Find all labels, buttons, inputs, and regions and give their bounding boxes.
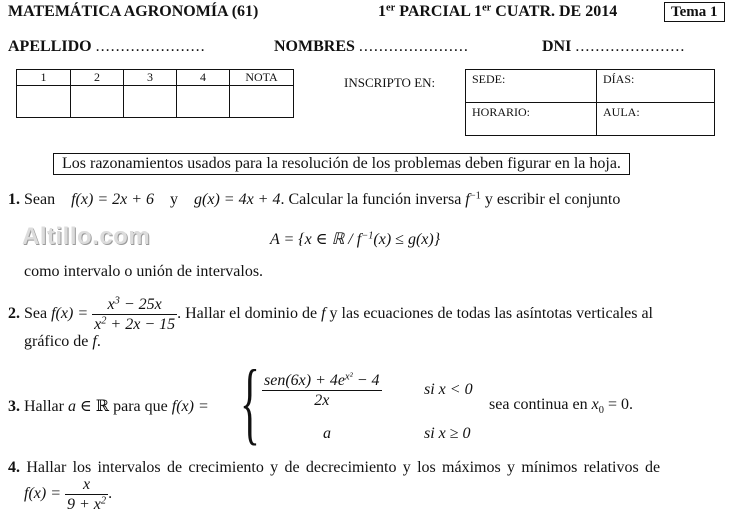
piecewise-case-2-expr: a xyxy=(323,425,331,442)
field-dni[interactable]: DNI ...................... xyxy=(542,38,686,55)
problem-3-intro: 3. Hallar a ∈ ℝ para que f(x) = xyxy=(8,398,209,415)
piecewise-case-1-expr: $\frac{sen(6x) + 4e^{x^2} - 4}{2x}$ xyxy=(264,371,380,409)
tema-badge: Tema 1 xyxy=(664,2,725,22)
aula-cell[interactable]: AULA: xyxy=(597,103,715,136)
problem-2-fraction: $\frac{x^3 - 25x}{x^2 + 2x - 15}$ xyxy=(94,295,176,333)
grade-col-3-header: 3 xyxy=(124,70,177,86)
altillo-watermark: Altillo.com xyxy=(22,223,151,250)
piecewise-brace: { xyxy=(240,351,260,453)
course-title: MATEMÁTICA AGRONOMÍA (61) xyxy=(8,3,259,20)
grade-cell-1[interactable] xyxy=(17,86,71,118)
dias-cell[interactable]: DÍAS: xyxy=(597,70,715,103)
grade-col-nota-header: NOTA xyxy=(230,70,294,86)
problem-2-number: 2. xyxy=(8,305,20,323)
grade-cell-4[interactable] xyxy=(177,86,230,118)
problem-2-line-2: gráfico de f. xyxy=(24,333,101,350)
grade-cell-nota[interactable] xyxy=(230,86,294,118)
problem-1-number: 1. xyxy=(8,191,20,208)
problem-1-line-1: 1. Sean f(x) = 2x + 6 y g(x) = 4x + 4. Calcular la función inversa $f^{-1}$ y escribir el conjunto xyxy=(8,190,621,208)
problem-3-ending: sea continua en $x_0 = 0$. xyxy=(489,396,633,417)
grade-col-2-header: 2 xyxy=(71,70,124,86)
problem-4-fraction: $\frac{x}{9 + x^2}$ xyxy=(67,476,107,513)
piecewise-case-1-cond: si x < 0 xyxy=(424,381,473,398)
sede-cell[interactable]: SEDE: xyxy=(466,70,597,103)
problem-2-line-1: 2. Sea f(x) = $\frac{x^3 - 25x}{x^2 + 2x - 15}$ . Hallar el dominio de f y las ecuaciones de todas las asíntotas verticales al xyxy=(8,295,653,333)
field-apellido[interactable]: APELLIDO ...................... xyxy=(8,38,206,55)
grade-cell-3[interactable] xyxy=(124,86,177,118)
problem-4-number: 4. xyxy=(8,459,20,476)
grade-col-4-header: 4 xyxy=(177,70,230,86)
problem-4-line-1: 4. Hallar los intervalos de crecimiento y de decrecimiento y los máximos y mínimos relativos de xyxy=(8,459,661,476)
grade-table xyxy=(16,69,294,118)
field-nombres[interactable]: NOMBRES ...................... xyxy=(274,38,469,55)
inscripto-table xyxy=(465,69,715,136)
problem-1-line-3: como intervalo o unión de intervalos. xyxy=(24,263,264,280)
problem-1-set: A = {x ∈ ℝ / $f^{-1}(x) \le g(x)$} xyxy=(270,230,441,248)
exam-title: 1er PARCIAL 1er CUATR. DE 2014 xyxy=(378,2,618,20)
horario-cell[interactable]: HORARIO: xyxy=(466,103,597,136)
grade-col-1-header: 1 xyxy=(17,70,71,86)
problem-4-line-2: f(x) = $\frac{x}{9 + x^2}$ . xyxy=(24,476,113,513)
inscripto-label: INSCRIPTO EN: xyxy=(344,75,436,90)
problem-3-number: 3. xyxy=(8,398,20,415)
grade-cell-2[interactable] xyxy=(71,86,124,118)
instructions-notice: Los razonamientos usados para la resolución de los problemas deben figurar en la hoja. xyxy=(53,153,630,175)
piecewise-case-2-cond: si x ≥ 0 xyxy=(424,425,471,442)
